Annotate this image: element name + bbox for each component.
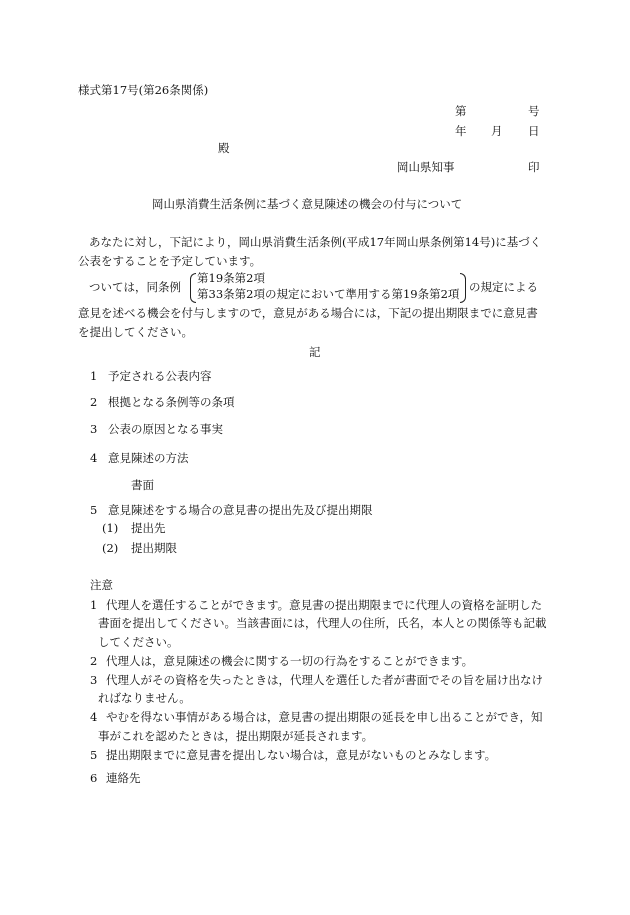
note-3-number: 3 (90, 673, 98, 687)
body-paragraph-1-line-1: あなたに対し，下記により，岡山県消費生活条例(平成17年岡山県条例第14号)に基づく (89, 235, 542, 249)
note-3-line-1: 代理人がその資格を失ったときは，代理人を選任した者が書面でその旨を届け出なけ (106, 673, 543, 687)
note-1-line-1: 代理人を選任することができます。意見書の提出期限までに代理人の資格を証明した (106, 598, 543, 612)
ki-heading: 記 (309, 345, 321, 359)
note-2-line-1: 代理人は，意見陳述の機会に関する一切の行為をすることができます。 (106, 654, 474, 668)
seal-mark: 印 (528, 160, 540, 174)
body-paragraph-2-suffix: の規定による (469, 280, 538, 294)
item-1-number: 1 (90, 369, 98, 383)
item-2-number: 2 (90, 395, 98, 409)
article-option-1: 第19条第2項 (197, 271, 265, 285)
item-1-text: 予定される公表内容 (108, 369, 212, 383)
document-number-suffix: 号 (528, 104, 540, 118)
note-4-number: 4 (90, 710, 98, 724)
addressee-honorific: 殿 (218, 141, 230, 155)
item-3-text: 公表の原因となる事実 (108, 422, 223, 436)
item-4-text: 意見陳述の方法 (108, 451, 189, 465)
date-day: 日 (528, 124, 540, 138)
note-6-number: 6 (90, 771, 98, 785)
note-5-number: 5 (90, 748, 98, 762)
document-number-prefix: 第 (455, 104, 467, 118)
note-1-number: 1 (90, 598, 98, 612)
form-number: 様式第17号(第26条関係) (78, 83, 209, 97)
note-5-line-1: 提出期限までに意見書を提出しない場合は，意見がないものとみなします。 (106, 748, 497, 762)
sub-item-2-number: (2) (102, 541, 119, 555)
body-paragraph-2-prefix: ついては，同条例 (89, 280, 181, 294)
date-month: 月 (491, 124, 503, 138)
article-option-2: 第33条第2項の規定において準用する第19条第2項 (197, 287, 460, 301)
note-6-line-1: 連絡先 (106, 771, 141, 785)
note-2-number: 2 (90, 654, 98, 668)
item-4-number: 4 (90, 451, 98, 465)
note-4-line-1: やむを得ない事情がある場合は，意見書の提出期限の延長を申し出ることができ，知 (106, 710, 543, 724)
note-4-line-2: 事がこれを認めたときは，提出期限が延長されます。 (98, 729, 374, 743)
right-brace (460, 273, 466, 303)
issuer-name: 岡山県知事 (397, 160, 455, 174)
note-1-line-3: してください。 (98, 635, 179, 649)
item-5-number: 5 (90, 503, 98, 517)
body-paragraph-1-line-2: 公表をすることを予定しています。 (78, 254, 262, 268)
sub-item-1-number: (1) (102, 521, 119, 535)
sub-item-1-text: 提出先 (131, 521, 166, 535)
item-2-text: 根拠となる条例等の条項 (108, 395, 235, 409)
document-title: 岡山県消費生活条例に基づく意見陳述の機会の付与について (152, 197, 463, 211)
item-3-number: 3 (90, 422, 98, 436)
sub-item-2-text: 提出期限 (131, 541, 177, 555)
left-brace (190, 273, 196, 303)
note-3-line-2: ればなりません。 (98, 691, 191, 705)
note-1-line-2: 書面を提出してください。当該書面には，代理人の住所，氏名，本人との関係等も記載 (98, 616, 547, 630)
item-5-text: 意見陳述をする場合の意見書の提出先及び提出期限 (108, 503, 373, 517)
body-paragraph-2-line-3: を提出してください。 (78, 325, 193, 339)
notes-title: 注意 (90, 578, 113, 592)
date-year: 年 (455, 124, 467, 138)
item-4-value: 書面 (131, 478, 154, 492)
body-paragraph-2-line-2: 意見を述べる機会を付与しますので，意見がある場合には，下記の提出期限までに意見書 (78, 306, 538, 320)
